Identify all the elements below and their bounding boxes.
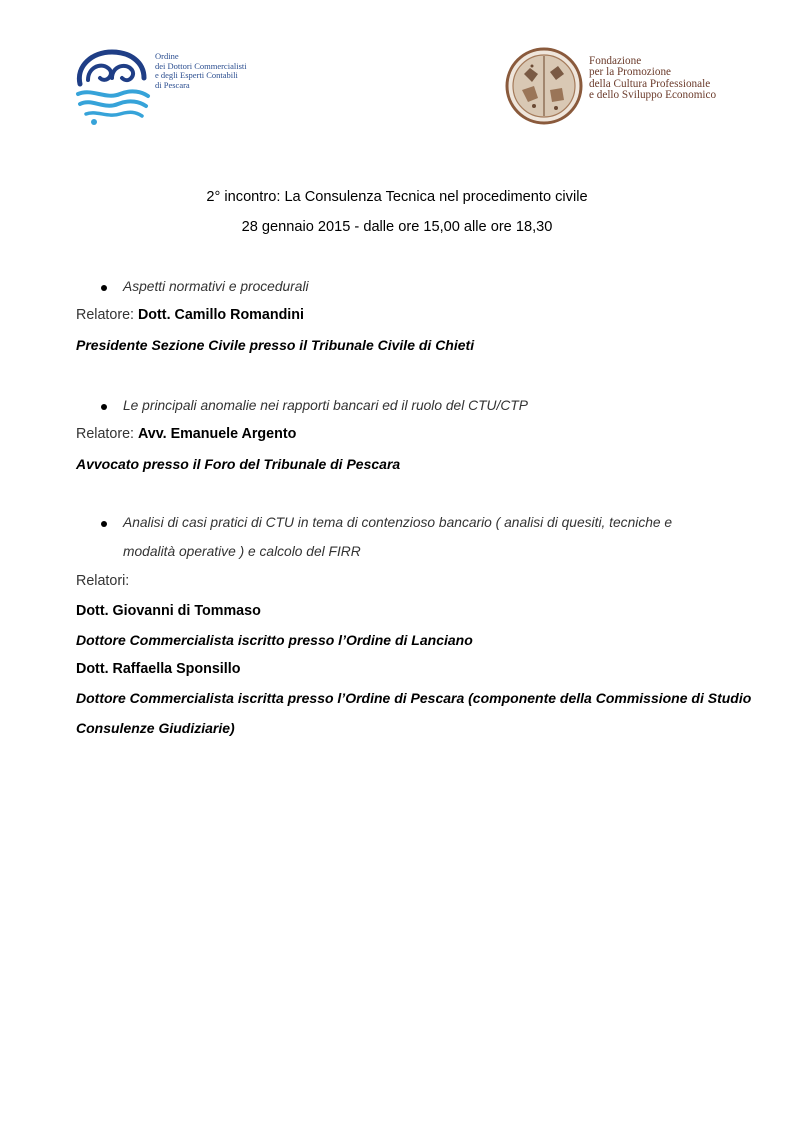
- speaker-name: Dott. Camillo Romandini: [137, 307, 304, 323]
- speaker-role: Dottore Commercialista iscritto presso l’Ordine di Lanciano: [76, 632, 473, 648]
- speakers-label: Relatori:: [76, 573, 130, 589]
- speaker-role: Presidente Sezione Civile presso il Tribunale Civile di Chieti: [76, 337, 475, 353]
- event-date: 28 gennaio 2015 - dalle ore 15,00 alle ore 18,30: [241, 219, 553, 235]
- topic-text: Le principali anomalie nei rapporti bancari ed il ruolo del CTU/CTP: [123, 398, 528, 413]
- topic-text-line-2: modalità operative ) e calcolo del FIRR: [123, 544, 361, 559]
- ordine-logo-line-1: Ordine: [155, 51, 179, 61]
- ordine-emblem-icon: [72, 44, 154, 128]
- speaker-line: [76, 307, 304, 323]
- ordine-logo: [72, 44, 272, 128]
- speaker-line: [76, 426, 296, 442]
- ordine-logo-line-2: dei Dottori Commercialisti: [155, 60, 247, 71]
- bullet-icon: [101, 521, 107, 527]
- bullet-icon: [101, 404, 107, 410]
- ordine-logo-line-3: e degli Esperti Contabili: [155, 70, 238, 81]
- fondazione-logo-line-1: Fondazione: [589, 55, 642, 67]
- speaker-name: Dott. Raffaella Sponsillo: [76, 661, 241, 677]
- speaker-name: Dott. Giovanni di Tommaso: [76, 603, 261, 619]
- bullet-icon: [101, 285, 107, 291]
- speaker-role-line-1: Dottore Commercialista iscritta presso l’Ordine di Pescara (componente della Commissione di Studio: [76, 690, 752, 706]
- fondazione-logo-line-2: per la Promozione: [589, 66, 672, 79]
- topic-text-line-1: Analisi di casi pratici di CTU in tema di contenzioso bancario ( analisi di quesiti, tecniche e: [123, 515, 673, 530]
- speaker-role-line-2: Consulenze Giudiziarie): [76, 720, 235, 736]
- speaker-label: Relatore:: [76, 426, 138, 442]
- speaker-role: Avvocato presso il Foro del Tribunale di Pescara: [76, 456, 401, 472]
- speaker-label: Relatore:: [76, 307, 138, 323]
- fondazione-logo-line-4: e dello Sviluppo Economico: [589, 89, 717, 102]
- fondazione-logo-line-3: della Cultura Professionale: [589, 77, 711, 90]
- speaker-name: Avv. Emanuele Argento: [137, 426, 297, 442]
- event-title: 2° incontro: La Consulenza Tecnica nel procedimento civile: [206, 189, 588, 205]
- fondazione-logo: [504, 46, 734, 130]
- fondazione-seal-icon: [504, 46, 584, 126]
- ordine-logo-line-4: di Pescara: [155, 79, 190, 90]
- topic-text: Aspetti normativi e procedurali: [123, 279, 309, 294]
